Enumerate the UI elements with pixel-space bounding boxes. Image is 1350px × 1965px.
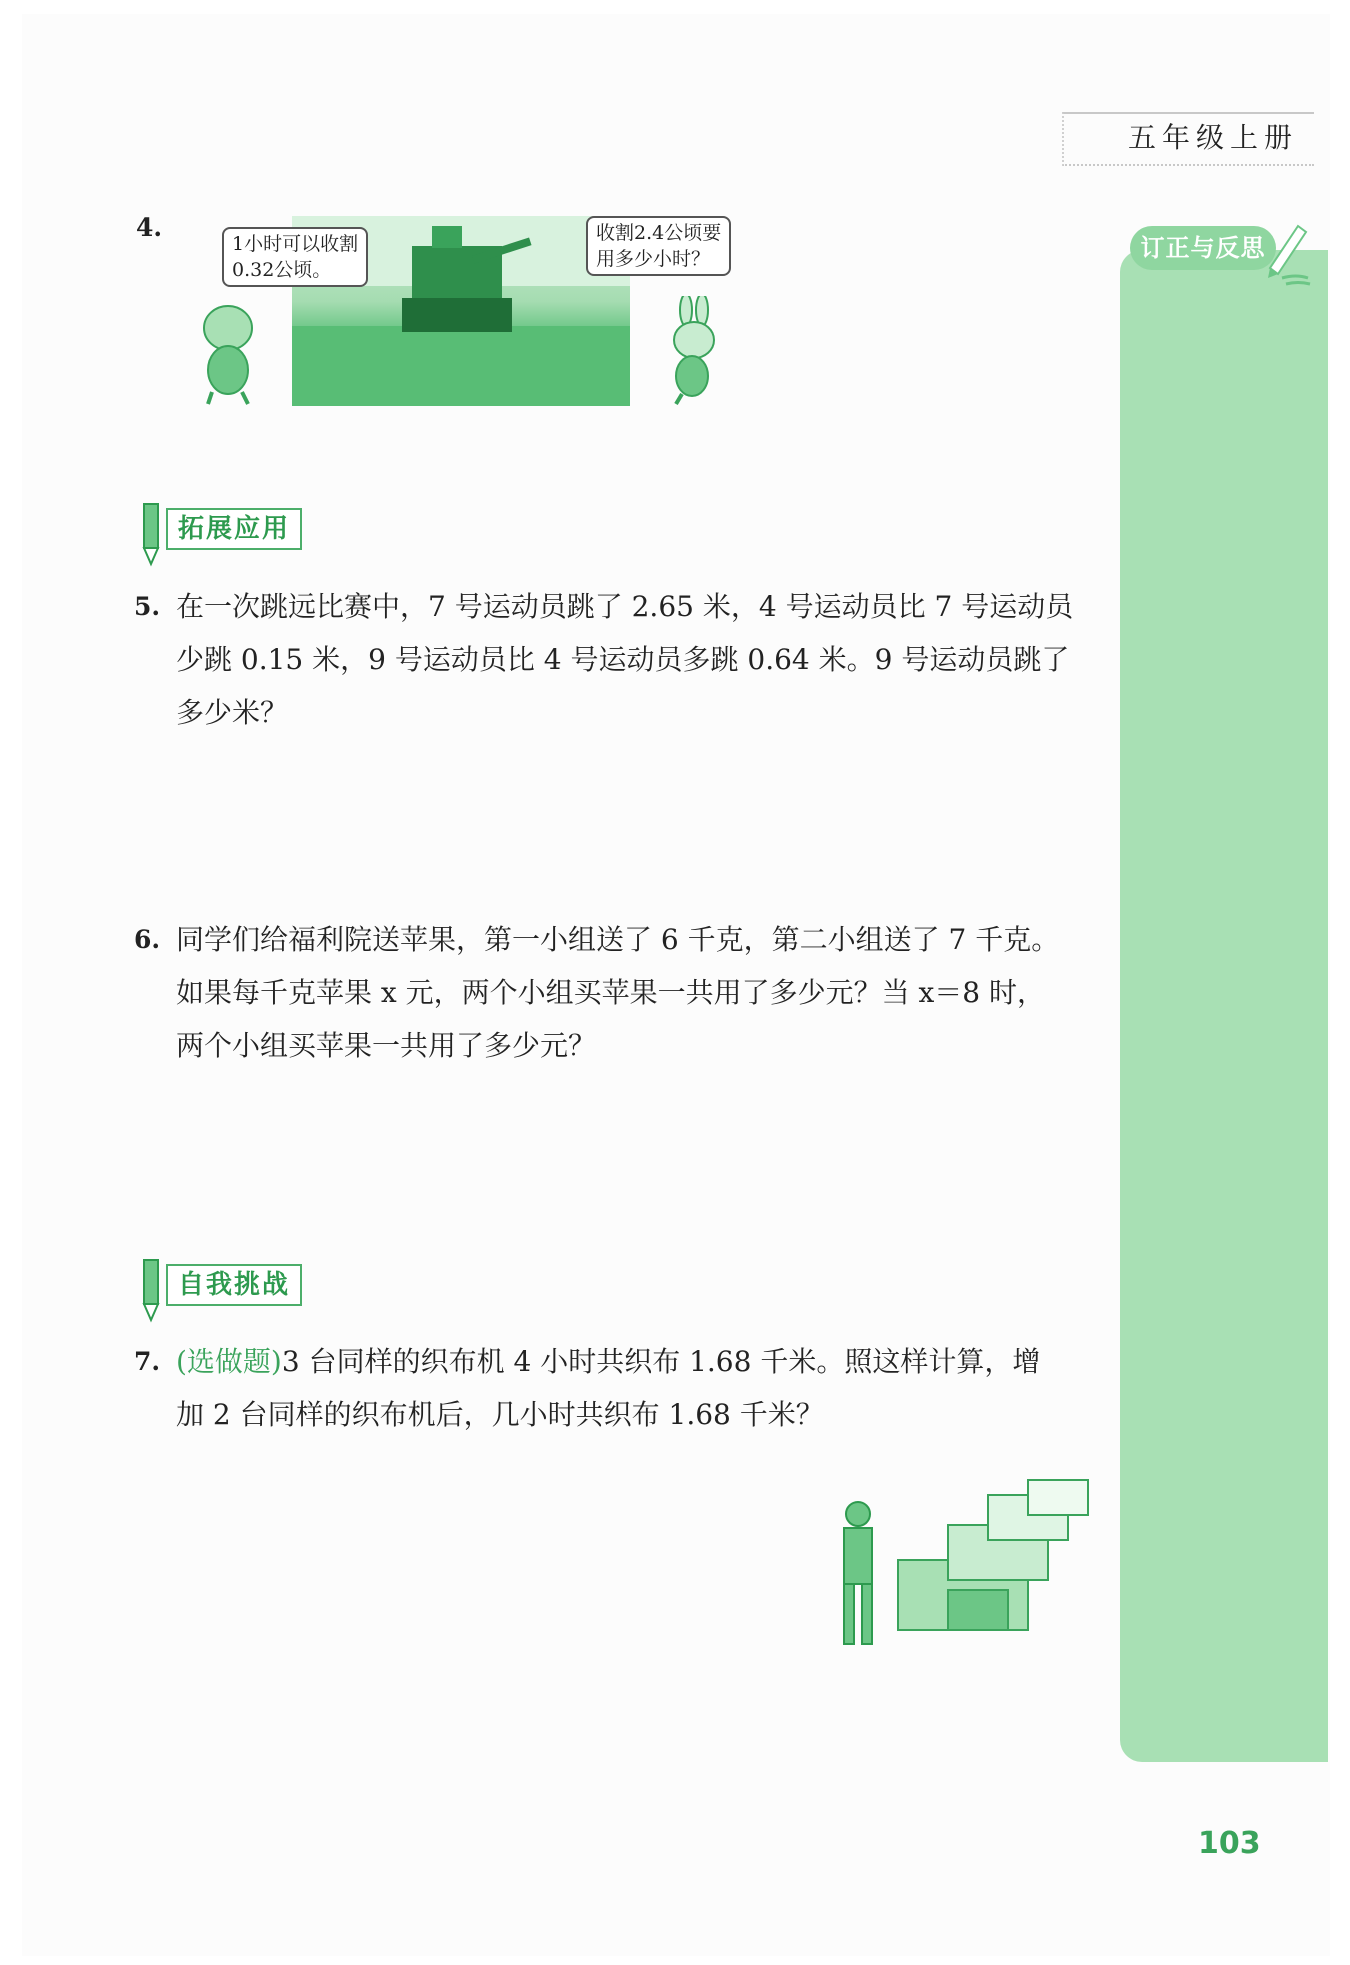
question-7-line1 xyxy=(176,1335,1076,1388)
grade-label xyxy=(1062,112,1314,166)
page-number: 103 xyxy=(1198,1826,1261,1861)
question-5-line2: 少跳 0.15 米，9 号运动员比 4 号运动员多跳 0.64 米。9 号运动员跳了 xyxy=(176,643,1070,676)
speech-bubble-right xyxy=(586,216,731,276)
question-5-line3: 多少米？ xyxy=(176,696,289,729)
question-6-number: 6. xyxy=(134,925,161,954)
question-5-number: 5. xyxy=(134,592,161,621)
question-6-line3: 两个小组买苹果一共用了多少元？ xyxy=(176,1029,597,1062)
optional-tag: (选做题) xyxy=(176,1345,282,1378)
question-6-line2: 如果每千克苹果 x 元，两个小组买苹果一共用了多少元？当 x＝8 时， xyxy=(176,976,1046,1009)
bubble-left-line2: 0.32公顷。 xyxy=(232,259,332,281)
pig-character-icon xyxy=(192,296,264,406)
question-4-number: 4. xyxy=(136,213,163,242)
pencil-icon xyxy=(136,500,166,570)
pen-icon xyxy=(1262,218,1314,288)
rabbit-character-icon xyxy=(656,296,728,406)
question-7-text xyxy=(176,1335,1076,1441)
question-5-line1: 在一次跳远比赛中，7 号运动员跳了 2.65 米，4 号运动员比 7 号运动员 xyxy=(176,590,1074,623)
question-5-text xyxy=(176,580,1076,739)
question-7-line2: 加 2 台同样的织布机后，几小时共织布 1.68 千米？ xyxy=(176,1398,824,1431)
bubble-right-line1: 收割2.4公顷要 xyxy=(596,222,722,244)
question-7-number: 7. xyxy=(134,1347,161,1376)
question-6-text xyxy=(176,913,1076,1072)
question-6-line1: 同学们给福利院送苹果，第一小组送了 6 千克，第二小组送了 7 千克。 xyxy=(176,923,1060,956)
sidebar-title: 订正与反思 xyxy=(1130,226,1276,270)
question-7-line1-rest: 3 台同样的织布机 4 小时共织布 1.68 千米。照这样计算，增 xyxy=(281,1345,1041,1378)
bubble-right-line2: 用多少小时？ xyxy=(596,248,711,270)
correction-sidebar xyxy=(1120,250,1328,1762)
section-extend-title: 拓展应用 xyxy=(166,508,302,550)
pencil-icon xyxy=(136,1256,166,1326)
speech-bubble-left xyxy=(222,227,368,287)
bubble-left-line1: 1小时可以收割 xyxy=(232,233,359,255)
grade-text: 五年级上册 xyxy=(1127,121,1298,154)
weaving-loom-illustration xyxy=(818,1470,1098,1670)
section-challenge-title: 自我挑战 xyxy=(166,1264,302,1306)
